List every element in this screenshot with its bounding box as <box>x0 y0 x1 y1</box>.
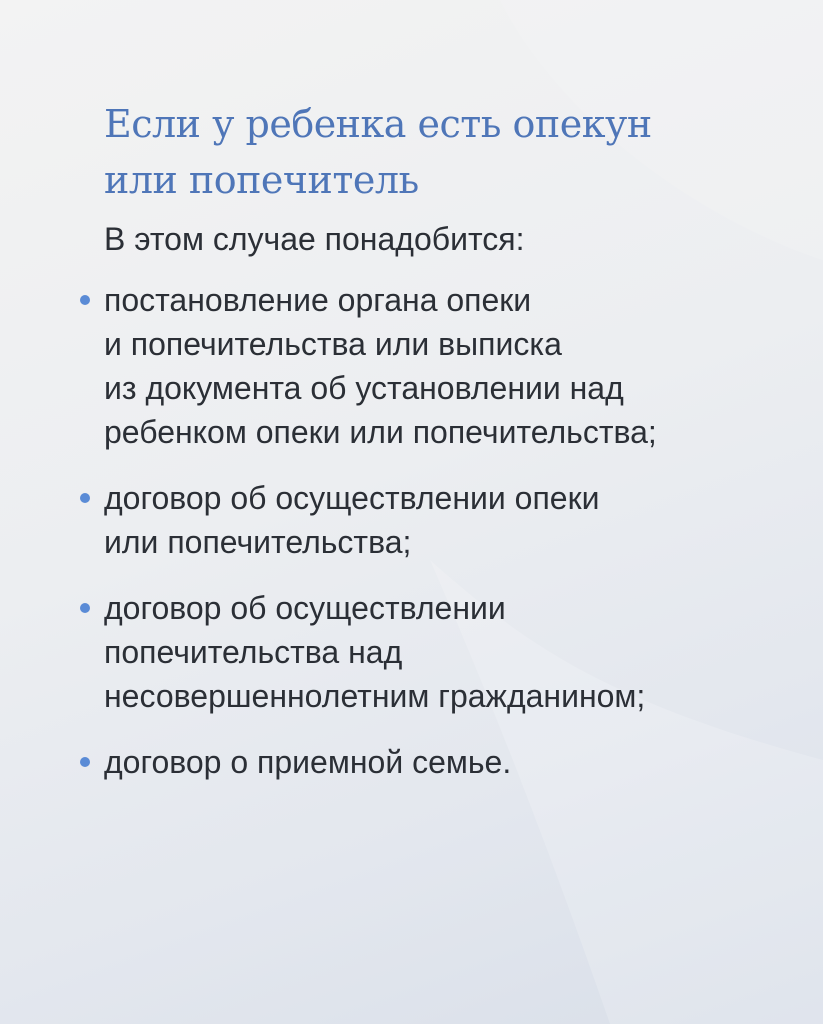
list-item-line: попечительства над <box>104 634 403 670</box>
title-line: или попечитель <box>104 158 419 202</box>
bullet-dot-icon <box>80 603 90 613</box>
list-item-line: постановление органа опеки <box>104 282 532 318</box>
list-item <box>76 740 776 784</box>
page-title <box>104 96 784 208</box>
list-item-line: договор о приемной семье. <box>104 744 512 780</box>
list-item <box>76 278 776 454</box>
list-item-line: из документа об установлении над <box>104 370 624 406</box>
list-item-line: ребенком опеки или попечительства; <box>104 414 657 450</box>
list-item-line: и попечительства или выписка <box>104 326 562 362</box>
list-item-line: договор об осуществлении <box>104 590 506 626</box>
bullet-dot-icon <box>80 757 90 767</box>
list-item <box>76 586 776 718</box>
bullet-dot-icon <box>80 493 90 503</box>
list-item-line: или попечительства; <box>104 524 412 560</box>
requirements-list <box>76 278 776 806</box>
list-item-line: несовершеннолетним гражданином; <box>104 678 646 714</box>
lead-text: В этом случае понадобится: <box>104 221 525 257</box>
list-item-line: договор об осуществлении опеки <box>104 480 600 516</box>
bullet-dot-icon <box>80 295 90 305</box>
title-line: Если у ребенка есть опекун <box>104 102 652 146</box>
list-item <box>76 476 776 564</box>
